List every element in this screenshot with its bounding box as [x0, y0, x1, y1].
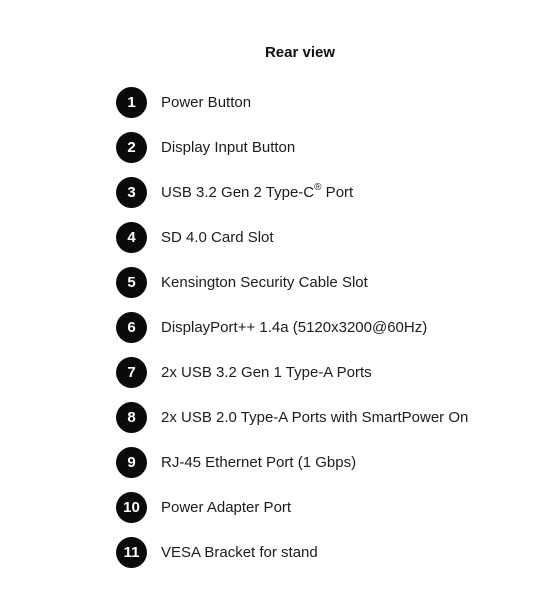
item-label: DisplayPort++ 1.4a (5120x3200@60Hz) — [161, 319, 428, 336]
number-badge: 5 — [116, 267, 147, 298]
list-item — [116, 222, 468, 267]
item-label-container — [161, 177, 353, 208]
item-label: RJ-45 Ethernet Port (1 Gbps) — [161, 454, 357, 471]
item-label: VESA Bracket for stand — [161, 544, 318, 561]
number-badge: 6 — [116, 312, 147, 343]
list-item — [116, 447, 468, 492]
number-badge: 2 — [116, 132, 147, 163]
item-label: Power Adapter Port — [161, 499, 292, 516]
page-title: Rear view — [264, 44, 336, 61]
list-item — [116, 87, 468, 132]
list-item — [116, 267, 468, 312]
port-legend-list — [116, 87, 468, 582]
number-badge: 1 — [116, 87, 147, 118]
list-item — [116, 357, 468, 402]
item-label: Kensington Security Cable Slot — [161, 274, 368, 291]
number-badge: 3 — [116, 177, 147, 208]
item-label: Power Button — [161, 94, 252, 111]
number-badge: 7 — [116, 357, 147, 388]
list-item — [116, 402, 468, 447]
list-item — [116, 537, 468, 582]
list-item — [116, 132, 468, 177]
number-badge: 11 — [116, 537, 147, 568]
number-badge: 10 — [116, 492, 147, 523]
item-label: Display Input Button — [161, 139, 296, 156]
list-item — [116, 312, 468, 357]
item-label: USB 3.2 Gen 2 Type-C — [161, 184, 315, 201]
number-badge: 9 — [116, 447, 147, 478]
item-label: 2x USB 2.0 Type-A Ports with SmartPower On — [161, 409, 469, 426]
list-item — [116, 492, 468, 537]
item-label: 2x USB 3.2 Gen 1 Type-A Ports — [161, 364, 372, 381]
number-badge: 4 — [116, 222, 147, 253]
number-badge: 8 — [116, 402, 147, 433]
item-label: SD 4.0 Card Slot — [161, 229, 274, 246]
list-item — [116, 177, 468, 222]
item-label-suffix: Port — [321, 184, 354, 201]
registered-mark: ® — [314, 182, 322, 193]
